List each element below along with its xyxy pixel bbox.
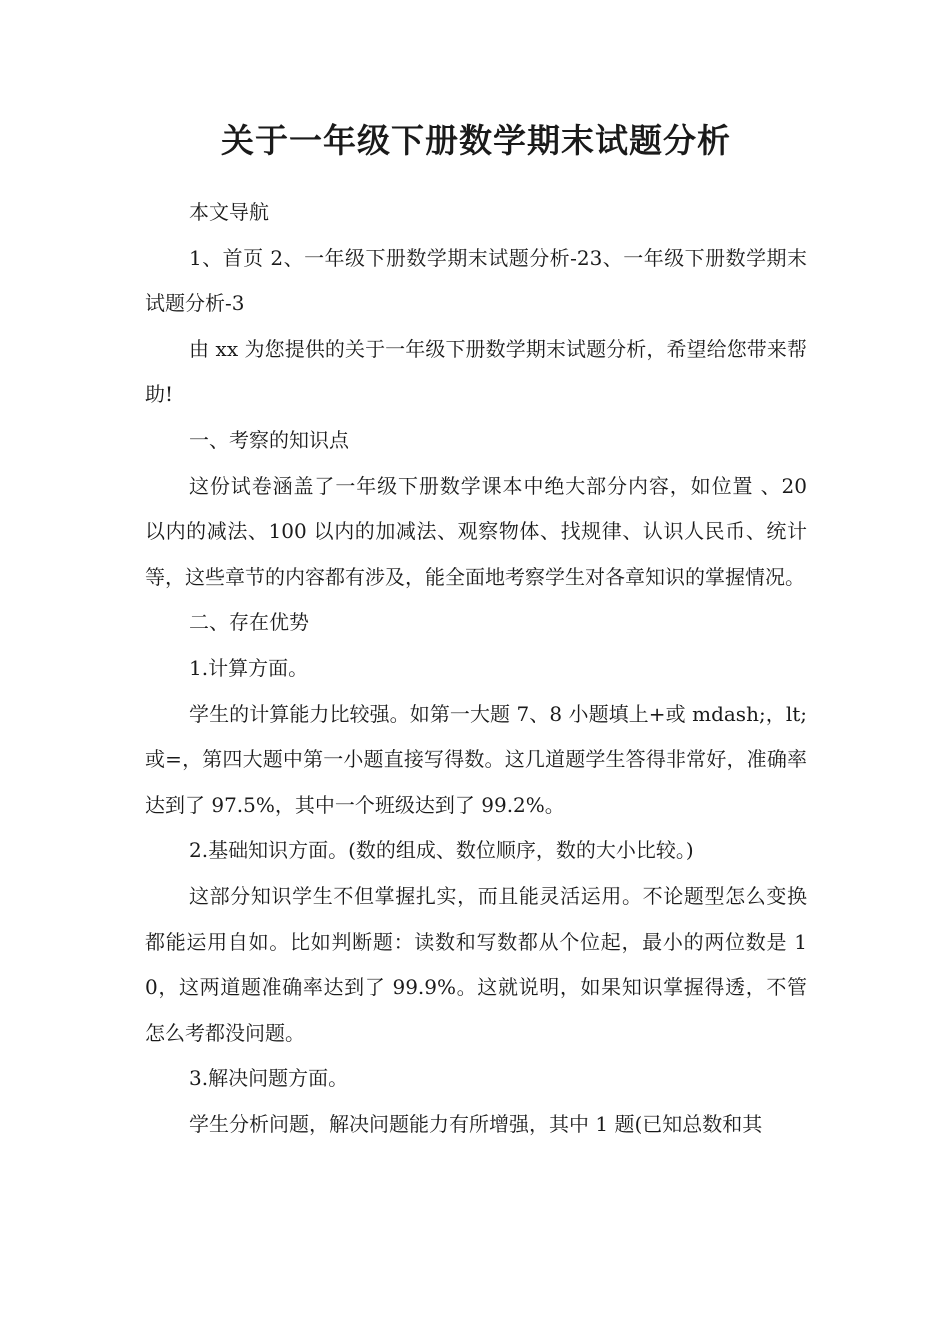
subheading-calculation: 1.计算方面。 xyxy=(189,655,309,680)
subheading-problem-solving: 3.解决问题方面。 xyxy=(189,1066,349,1091)
paragraph-basic-knowledge: 这部分知识学生不但掌握扎实，而且能灵活运用。不论题型怎么变换都能运用自如。比如判断题：读数和写数都从个位起，最小的两位数是 10，这两道题准确率达到了 99.9%。这就说明，如果知识掌握得透，不管怎么考都没问题。 xyxy=(145,883,807,1045)
paragraph-calculation: 学生的计算能力比较强。如第一大题 7、8 小题填上+或 mdash;，lt;或=，第四大题中第一小题直接写得数。这几道题学生答得非常好，准确率达到了 97.5%，其中一个班级达到了 99.2%。 xyxy=(145,701,807,817)
paragraph-nav-heading: 本文导航 xyxy=(189,200,269,224)
paragraph-problem-solving: 学生分析问题，解决问题能力有所增强，其中 1 题(已知总数和其 xyxy=(189,1111,763,1136)
paragraph-nav-links: 1、首页 2、一年级下册数学期末试题分析-23、一年级下册数学期末试题分析-3 xyxy=(145,245,807,316)
subheading-basic-knowledge: 2.基础知识方面。(数的组成、数位顺序，数的大小比较。) xyxy=(189,838,694,863)
section-heading-advantages: 二、存在优势 xyxy=(189,610,309,635)
section-heading-knowledge: 一、考察的知识点 xyxy=(189,427,349,452)
document-title: 关于一年级下册数学期末试题分析 xyxy=(221,121,731,160)
paragraph-knowledge: 这份试卷涵盖了一年级下册数学课本中绝大部分内容，如位置 、20 以内的减法、100 以内的加减法、观察物体、找规律、认识人民币、统计等，这些章节的内容都有涉及，能全面地考察学生对各章知识的掌握情况。 xyxy=(145,473,807,589)
paragraph-intro: 由 xx 为您提供的关于一年级下册数学期末试题分析，希望给您带来帮助! xyxy=(145,336,807,407)
